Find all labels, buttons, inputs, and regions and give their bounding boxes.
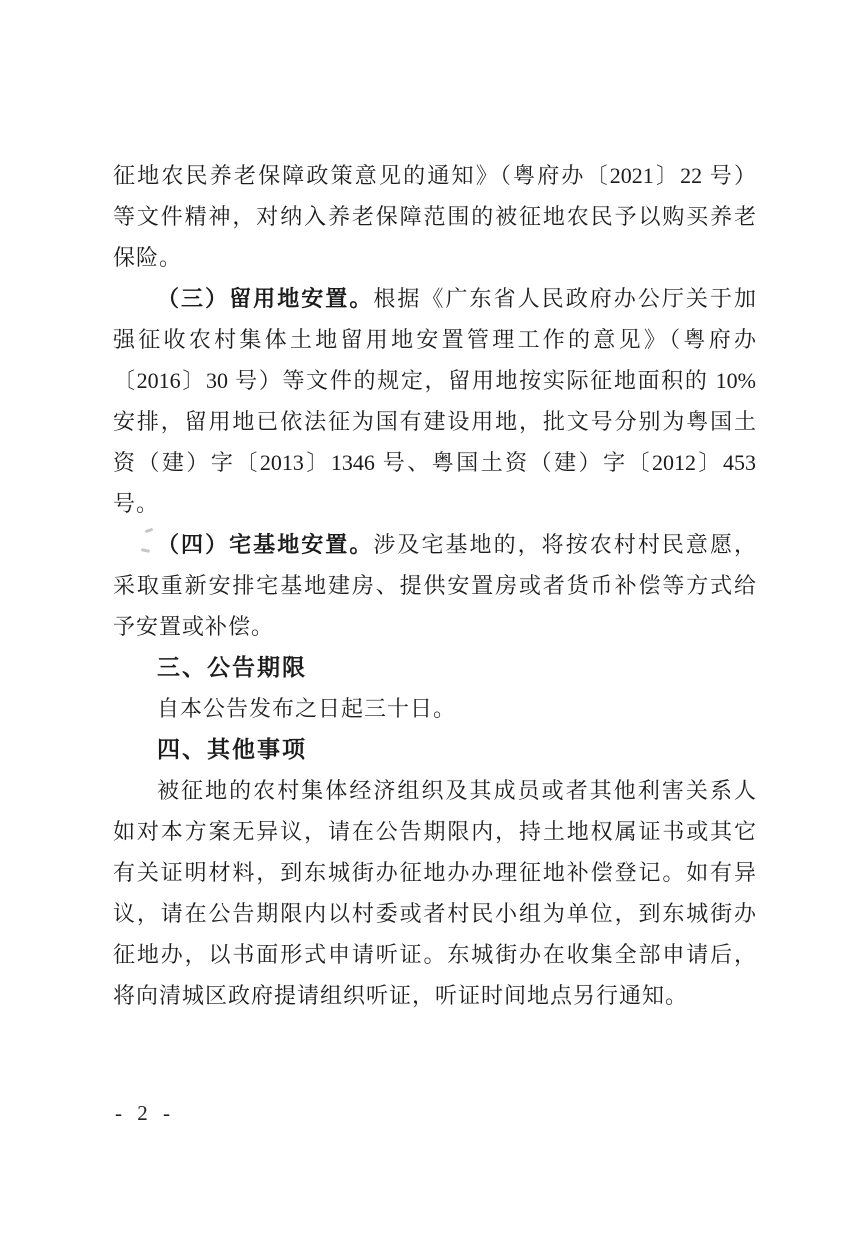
text-run: 议，请在公告期限内以村委或者村民小组为单位，到东城街办 — [113, 901, 756, 926]
text-line — [113, 401, 756, 442]
text-line — [113, 196, 756, 237]
text-run: 采取重新安排宅基地建房、提供安置房或者货币补偿等方式给 — [113, 573, 756, 598]
text-run: 根据《广东省人民政府办公厅关于加 — [373, 286, 756, 311]
text-line — [113, 852, 756, 893]
text-run: 将向清城区政府提请组织听证，听证时间地点另行通知。 — [113, 983, 689, 1008]
text-line — [113, 319, 756, 360]
bold-run: 三、公告期限 — [157, 654, 307, 680]
text-line — [113, 360, 756, 401]
text-run: 资（建）字〔2013〕1346 号、粤国土资（建）字〔2012〕453 — [113, 450, 756, 475]
text-line — [113, 934, 756, 975]
text-run: 等文件精神，对纳入养老保障范围的被征地农民予以购买养老 — [113, 204, 756, 229]
text-run: 征地农民养老保障政策意见的通知》（粤府办〔2021〕22 号） — [113, 163, 756, 188]
bold-run: （三）留用地安置。 — [157, 286, 374, 311]
text-run: 如对本方案无异议，请在公告期限内，持土地权属证书或其它 — [113, 819, 756, 844]
text-line — [113, 524, 756, 565]
text-line — [113, 483, 756, 524]
text-run: 号。 — [113, 491, 160, 516]
text-run: 涉及宅基地的，将按农村村民意愿， — [373, 532, 756, 557]
text-line — [113, 893, 756, 934]
text-run: 自本公告发布之日起三十日。 — [157, 696, 457, 721]
text-line — [113, 811, 756, 852]
text-line — [113, 237, 756, 278]
text-run: 予安置或补偿。 — [113, 614, 275, 639]
text-line — [113, 442, 756, 483]
text-run: 安排，留用地已依法征为国有建设用地，批文号分别为粤国土 — [113, 409, 756, 434]
text-line — [113, 770, 756, 811]
text-run: 〔2016〕30 号）等文件的规定，留用地按实际征地面积的 10% — [113, 368, 756, 393]
section-heading — [113, 729, 756, 770]
section-heading — [113, 647, 756, 688]
text-run: 保险。 — [113, 245, 183, 270]
text-line — [113, 565, 756, 606]
text-line — [113, 975, 756, 1016]
text-run: 强征收农村集体土地留用地安置管理工作的意见》（粤府办 — [113, 327, 756, 352]
bold-run: 四、其他事项 — [157, 736, 307, 762]
text-run: 被征地的农村集体经济组织及其成员或者其他利害关系人 — [157, 778, 756, 803]
text-line — [113, 688, 756, 729]
text-run: 征地办，以书面形式申请听证。东城街办在收集全部申请后， — [113, 942, 756, 967]
text-line — [113, 278, 756, 319]
page-number: - 2 - — [115, 1101, 175, 1125]
text-run: 有关证明材料，到东城街办征地办办理征地补偿登记。如有异 — [113, 860, 756, 885]
text-line — [113, 606, 756, 647]
document-body — [113, 155, 756, 1016]
text-line — [113, 155, 756, 196]
bold-run: （四）宅基地安置。 — [157, 532, 374, 557]
